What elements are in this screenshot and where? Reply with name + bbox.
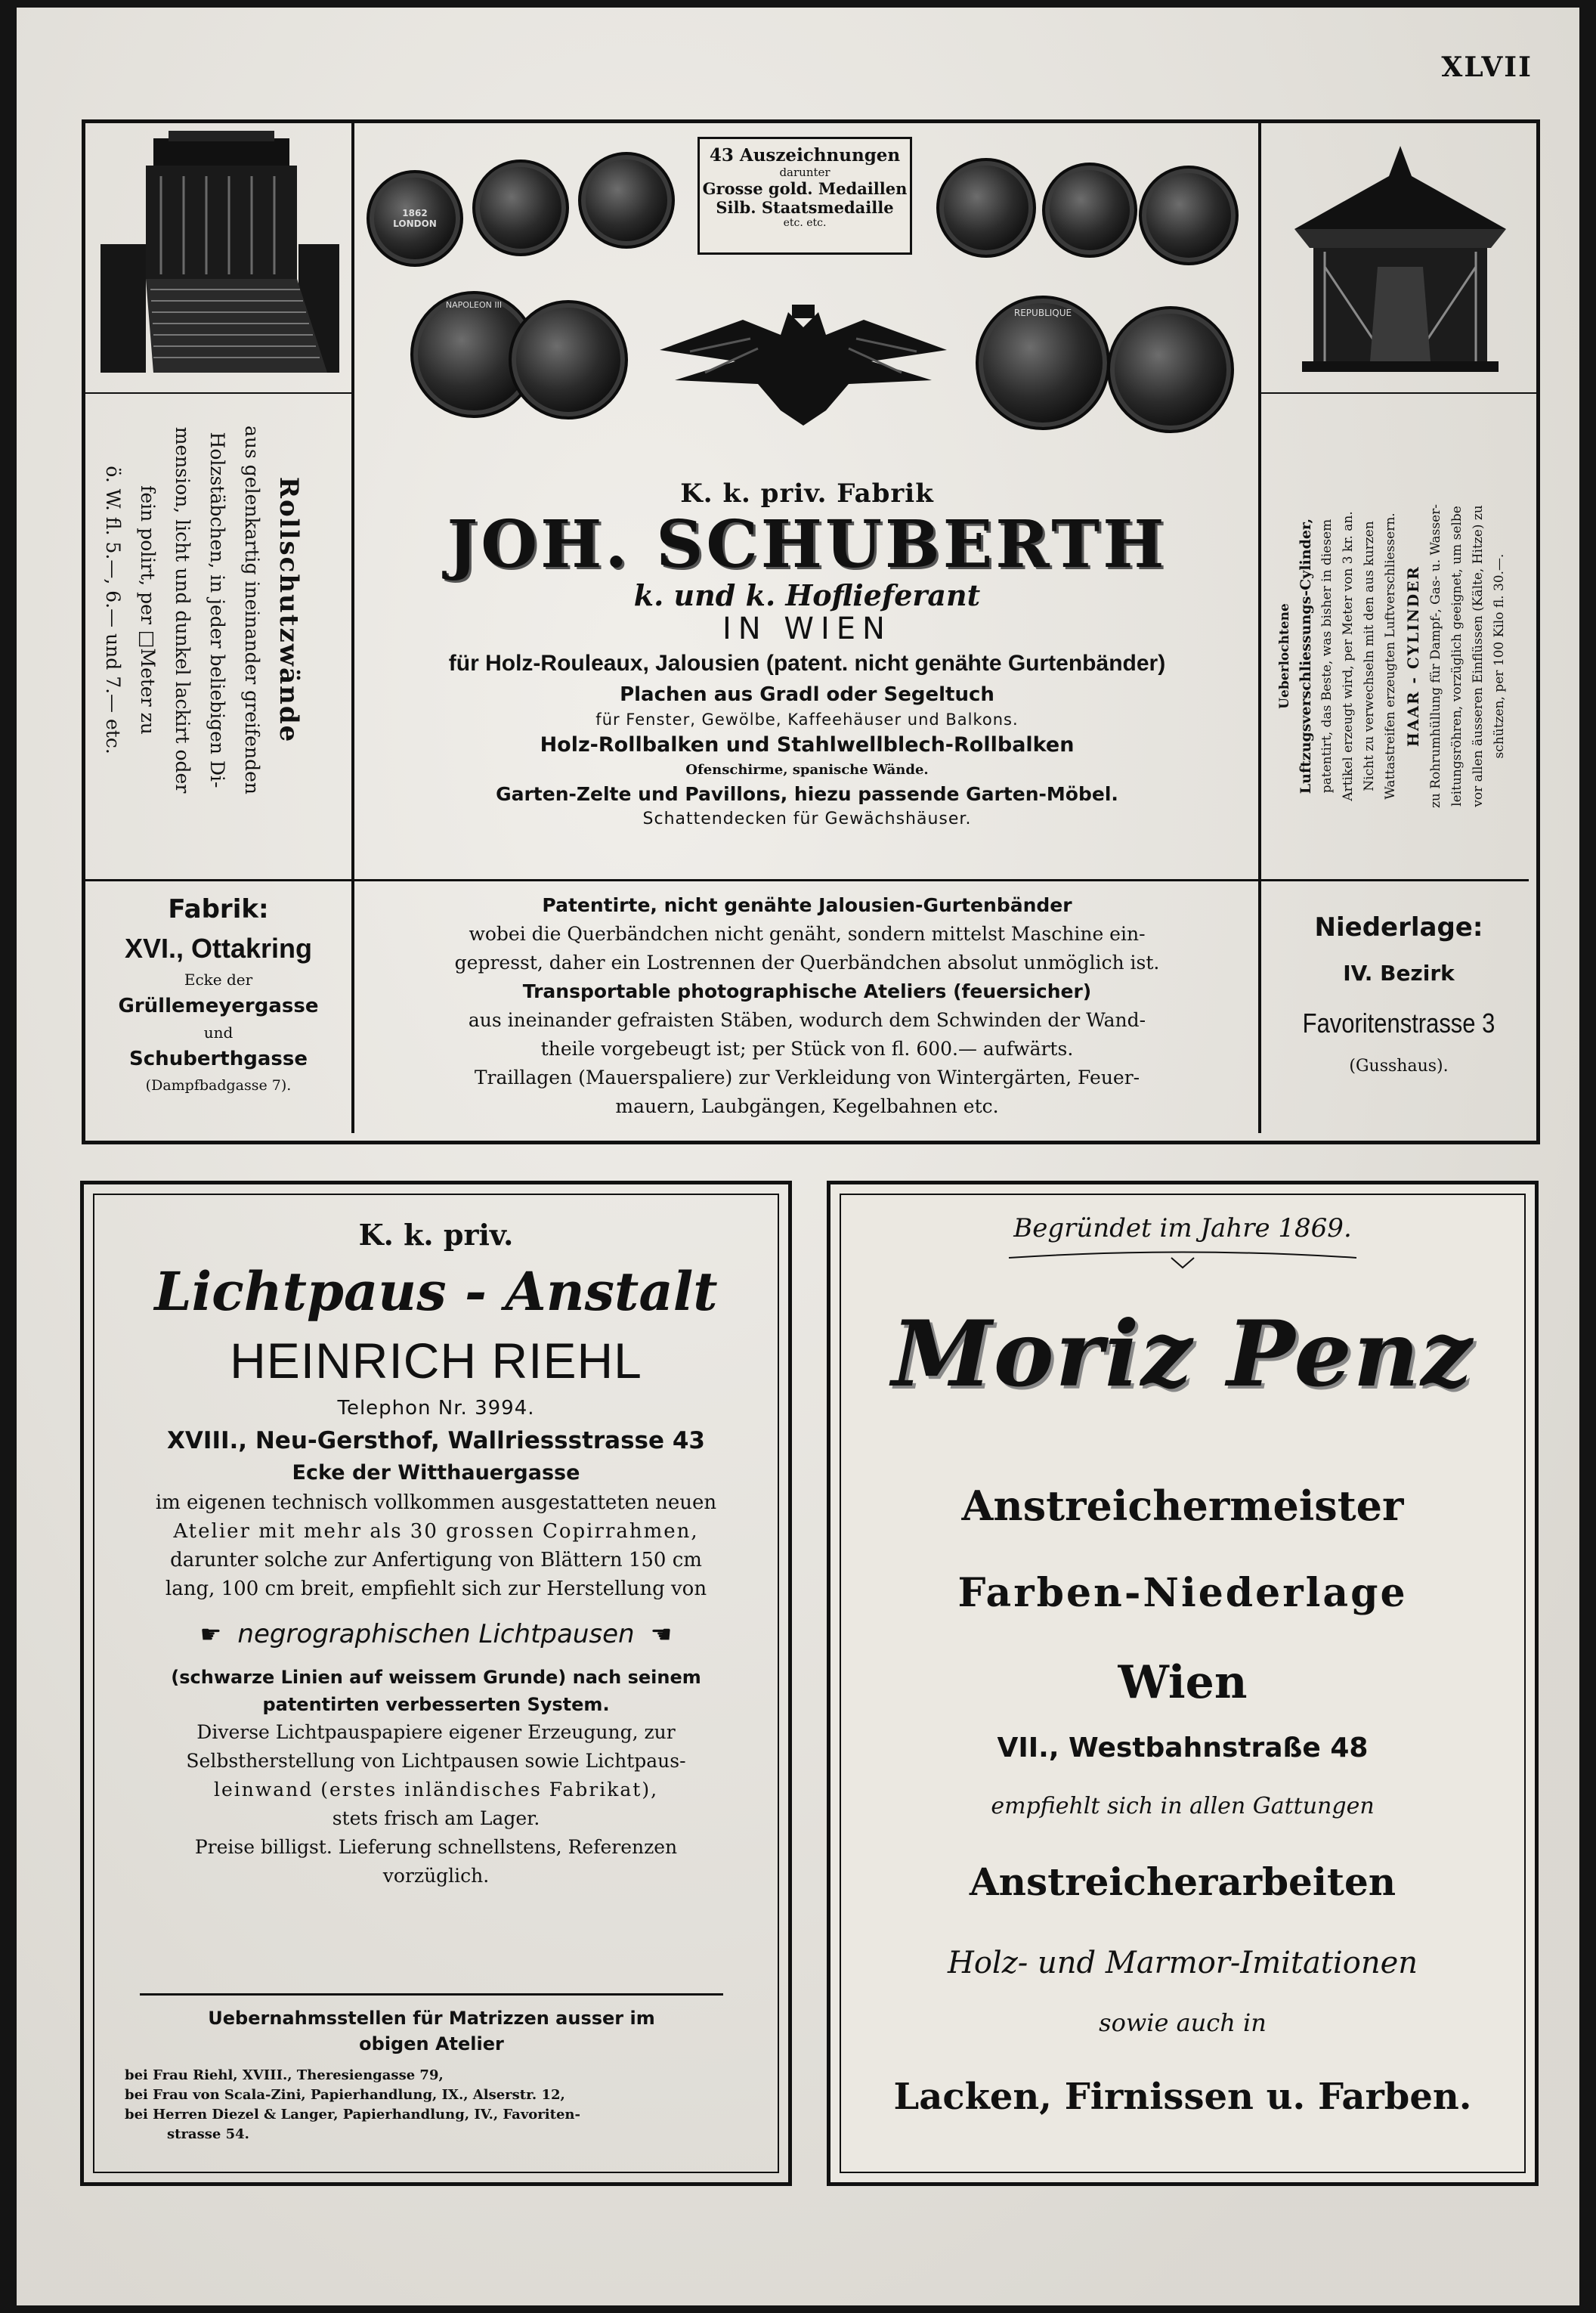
awards-box bbox=[697, 137, 912, 255]
riehl-body2-5: leinwand (erstes inländisches Fabrikat), bbox=[213, 1779, 659, 1801]
product-line-4: Holz-Rollbalken und Stahlwellblech-Rollbalken bbox=[540, 733, 1075, 757]
fabrik-district: XVI., Ottakring bbox=[124, 933, 313, 964]
stelle-3: bei Herren Diezel & Langer, Papierhandlung, IV., Favoriten- bbox=[125, 2107, 580, 2123]
product-line-2: Plachen aus Gradl oder Segeltuch bbox=[620, 683, 994, 706]
penz-name: Moriz Penz bbox=[891, 1301, 1474, 1407]
bottom-line-7: Traillagen (Mauerspaliere) zur Verkleidung von Wintergärten, Feuer- bbox=[474, 1067, 1140, 1088]
pointing-hand-left-icon: ☚ bbox=[650, 1620, 673, 1649]
product-line-6: Garten-Zelte und Pavillons, hiezu passende Garten-Möbel. bbox=[496, 783, 1118, 805]
stelle-4: strasse 54. bbox=[167, 2126, 249, 2142]
penz-service: Anstreicherarbeiten bbox=[969, 1859, 1396, 1904]
cylinder-line-7: HAAR - CYLINDER bbox=[1404, 565, 1422, 747]
penz-founded: Begründet im Jahre 1869. bbox=[1013, 1213, 1352, 1243]
riehl-body-4: lang, 100 cm breit, empfiehlt sich zur Herstellung von bbox=[165, 1578, 707, 1600]
riehl-divider bbox=[140, 1993, 723, 1996]
bottom-line-3: gepresst, daher ein Lostrennen der Querbändchen absolut unmöglich ist. bbox=[454, 952, 1160, 974]
riehl-body2-7: Preise billigst. Lieferung schnellstens, Referenzen bbox=[194, 1836, 678, 1858]
penz-shop: Farben-Niederlage bbox=[957, 1570, 1408, 1616]
bottom-line-5: aus ineinander gefraisten Stäben, wodurch dem Schwinden der Wand- bbox=[468, 1009, 1146, 1031]
niederlage-district: IV. Bezirk bbox=[1343, 961, 1455, 986]
awards-line-3: Grosse gold. Medaillen bbox=[702, 179, 908, 198]
medal-napoleon-text: NAPOLEON III bbox=[445, 300, 503, 310]
ornament-swash bbox=[994, 1246, 1372, 1269]
product-line-5: Ofenschirme, spanische Wände. bbox=[685, 762, 929, 778]
riehl-stellen-list bbox=[125, 2066, 752, 2144]
penz-products: Lacken, Firnissen u. Farben. bbox=[893, 2076, 1472, 2118]
stellen-title-2: obigen Atelier bbox=[359, 2033, 504, 2054]
medal-8 bbox=[509, 300, 628, 420]
rollschutz-line-4: fein polirt, per □Meter zu bbox=[137, 485, 159, 735]
cylinder-line-1: Ueberlochtene bbox=[1277, 603, 1292, 709]
niederlage-block bbox=[1261, 905, 1536, 1083]
awards-line-2: darunter bbox=[779, 166, 830, 179]
riehl-highlight: negrographischen Lichtpausen bbox=[237, 1619, 635, 1649]
medal-3 bbox=[578, 152, 675, 249]
penz-address: VII., Westbahnstraße 48 bbox=[997, 1732, 1369, 1763]
pointing-hand-right-icon: ☛ bbox=[200, 1620, 222, 1649]
stelle-1: bei Frau Riehl, XVIII., Theresiengasse 79, bbox=[125, 2067, 444, 2083]
cylinder-line-2: Luftzugsverschliessungs-Cylinder, bbox=[1298, 518, 1314, 794]
riehl-body2-2: patentirten verbesserten System. bbox=[262, 1694, 610, 1715]
medal-2 bbox=[472, 159, 569, 256]
cylinder-line-10: vor allen äusseren Einflüssen (Kälte, Hitze) zu bbox=[1471, 505, 1486, 807]
riehl-telephon: Telephon Nr. 3994. bbox=[337, 1397, 535, 1420]
medal-republique-text: REPUBLIQUE bbox=[1013, 308, 1072, 318]
riehl-body-2: Atelier mit mehr als 30 grossen Copirrahmen, bbox=[173, 1520, 699, 1543]
penz-also: sowie auch in bbox=[1099, 2008, 1267, 2037]
awards-line-1: 43 Auszeichnungen bbox=[709, 145, 901, 166]
divider-right-top bbox=[1261, 392, 1536, 394]
medal-london-text: 1862 LONDON bbox=[393, 208, 437, 229]
schuberth-bottom-text bbox=[357, 891, 1257, 1121]
cylinder-line-5: Nicht zu verwechseln mit den aus kurzen bbox=[1362, 521, 1377, 791]
fabrik-note: (Dampfbadgasse 7). bbox=[145, 1077, 292, 1094]
cylinder-line-8: zu Rohrumhüllung für Dampf-, Gas- u. Wasser- bbox=[1428, 503, 1443, 809]
riehl-stellen-block bbox=[107, 2005, 756, 2057]
rollschutz-title: Rollschutzwände bbox=[274, 476, 304, 744]
riehl-highlight-row bbox=[99, 1614, 773, 1659]
riehl-text bbox=[99, 1215, 773, 1890]
riehl-body2-3: Diverse Lichtpauspapiere eigener Erzeugung, zur bbox=[196, 1721, 676, 1743]
penz-recommend: empfiehlt sich in allen Gattungen bbox=[991, 1793, 1375, 1819]
penz-trade: Anstreichermeister bbox=[961, 1482, 1404, 1530]
cylinder-line-3: patentirt, das Beste, was bisher in diesem bbox=[1319, 519, 1335, 794]
cylinder-line-9: leitungsröhren, vorzüglich geeignet, um selbe bbox=[1449, 506, 1465, 807]
fabrik-street-2: Schuberthgasse bbox=[129, 1048, 308, 1070]
cylinder-line-11: schützen, per 100 Kilo fl. 30.—. bbox=[1492, 553, 1507, 759]
fabrik-street-1: Grüllemeyergasse bbox=[118, 995, 319, 1017]
page-number: XLVII bbox=[1441, 51, 1533, 83]
riehl-body2-1: (schwarze Linien auf weissem Grunde) nach seinem bbox=[171, 1667, 701, 1688]
niederlage-note: (Gusshaus). bbox=[1349, 1057, 1449, 1076]
catalog-page bbox=[17, 8, 1579, 2305]
rollschutz-line-5: ö. W. fl. 5.—, 6.— und 7.— etc. bbox=[102, 466, 124, 754]
medal-london bbox=[367, 170, 463, 267]
riehl-name: HEINRICH RIEHL bbox=[230, 1333, 642, 1389]
bottom-line-2: wobei die Querbändchen nicht genäht, sondern mittelst Maschine ein- bbox=[469, 923, 1146, 945]
medal-6 bbox=[1139, 166, 1239, 265]
medal-10 bbox=[1107, 306, 1234, 433]
medal-5 bbox=[1042, 163, 1137, 258]
riehl-priv: K. k. priv. bbox=[358, 1218, 514, 1252]
medal-republique bbox=[976, 296, 1110, 430]
niederlage-street: Favoritenstrasse 3 bbox=[1302, 1008, 1495, 1039]
pavilion-illustration bbox=[1279, 146, 1521, 380]
product-line-3: für Fenster, Gewölbe, Kaffeehäuser und Balkons. bbox=[595, 711, 1019, 729]
cylinder-line-6: Wattastreifen erzeugten Luftverschliessern. bbox=[1383, 512, 1398, 800]
bottom-line-1: Patentirte, nicht genähte Jalousien-Gurtenbänder bbox=[542, 894, 1072, 916]
riehl-ad bbox=[80, 1181, 792, 2186]
supplier-line: k. und k. Hoflieferant bbox=[633, 578, 981, 612]
medal-4 bbox=[936, 158, 1036, 258]
riehl-body-1: im eigenen technisch vollkommen ausgestatteten neuen bbox=[155, 1491, 717, 1514]
fabrik-and: und bbox=[203, 1023, 234, 1042]
city-line: IN WIEN bbox=[722, 612, 892, 646]
fabrik-corner: Ecke der bbox=[184, 971, 253, 989]
penz-city: Wien bbox=[1118, 1656, 1248, 1709]
stellen-title: Uebernahmsstellen für Matrizzen ausser im bbox=[208, 2008, 655, 2029]
penz-ad bbox=[827, 1181, 1539, 2186]
riehl-body-3: darunter solche zur Anfertigung von Blättern 150 cm bbox=[170, 1549, 702, 1571]
awards-line-5: etc. etc. bbox=[783, 217, 827, 229]
riehl-corner: Ecke der Witthauergasse bbox=[292, 1461, 580, 1485]
rollschutz-line-3: mension, licht und dunkel lackirt oder bbox=[172, 426, 193, 794]
bottom-line-4: Transportable photographische Ateliers (feuersicher) bbox=[522, 980, 1092, 1002]
product-line-1: für Holz-Rouleaux, Jalousien (patent. nicht genähte Gurtenbänder) bbox=[448, 651, 1166, 676]
divider-left bbox=[351, 123, 354, 1133]
cylinder-line-4: Artikel erzeugt wird, per Meter von 3 kr. an. bbox=[1341, 511, 1356, 801]
fabrik-block bbox=[85, 890, 351, 1097]
bottom-line-8: mauern, Laubgängen, Kegelbahnen etc. bbox=[615, 1095, 999, 1117]
rollschutz-line-2: Holzstäbchen, in jeder beliebigen Di- bbox=[206, 432, 228, 788]
riehl-address: XVIII., Neu-Gersthof, Wallriessstrasse 43 bbox=[167, 1427, 705, 1454]
riehl-body2-4: Selbstherstellung von Lichtpausen sowie Lichtpaus- bbox=[186, 1750, 686, 1772]
schuberth-ad bbox=[82, 119, 1540, 1144]
bottom-line-6: theile vorgebeugt ist; per Stück von fl. 600.— aufwärts. bbox=[540, 1038, 1074, 1060]
schuberth-name: JOH. SCHUBERTH bbox=[447, 506, 1168, 583]
product-line-7: Schattendecken für Gewächshäuser. bbox=[642, 810, 972, 828]
roller-blind-illustration bbox=[101, 131, 342, 380]
awards-line-4: Silb. Staatsmedaille bbox=[716, 198, 894, 217]
double-eagle-emblem bbox=[645, 305, 962, 426]
riehl-title: Lichtpaus - Anstalt bbox=[154, 1260, 718, 1323]
firm-line: K. k. priv. Fabrik bbox=[680, 478, 934, 509]
rollschutz-line-1: aus gelenkartig ineinander greifenden bbox=[241, 426, 263, 794]
penz-imitation: Holz- und Marmor-Imitationen bbox=[947, 1946, 1418, 1980]
riehl-body2-8: vorzüglich. bbox=[382, 1865, 490, 1887]
schuberth-main-text bbox=[357, 478, 1257, 831]
niederlage-title: Niederlage: bbox=[1314, 912, 1483, 943]
rollschutz-panel bbox=[82, 368, 308, 852]
riehl-body2-6: stets frisch am Lager. bbox=[332, 1807, 540, 1829]
fabrik-title: Fabrik: bbox=[168, 894, 269, 924]
stelle-2: bei Frau von Scala-Zini, Papierhandlung, IX., Alserstr. 12, bbox=[125, 2087, 565, 2103]
cylinder-panel bbox=[1274, 422, 1523, 890]
